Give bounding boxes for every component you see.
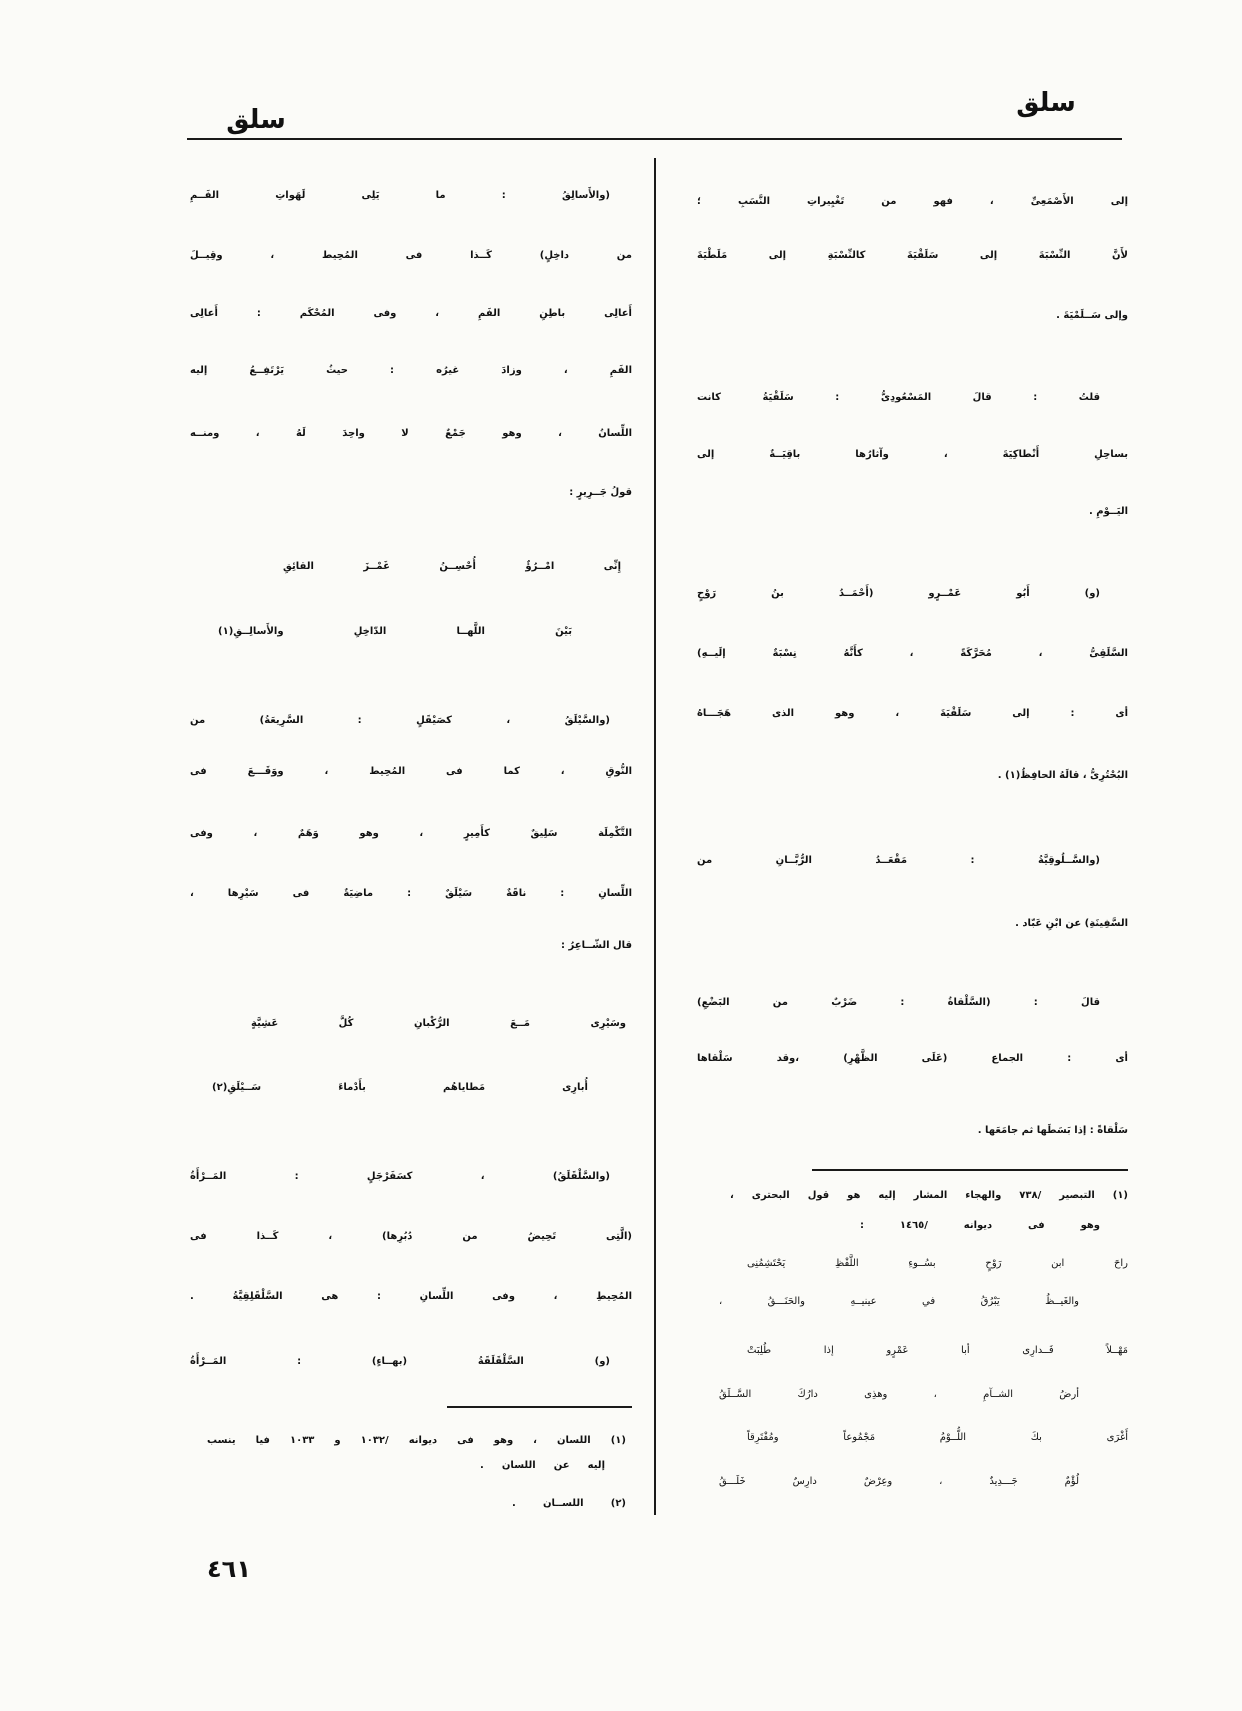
page-header-left: سلق (226, 105, 286, 135)
text-line: أَعالِى باطِنِ الفَمِ ، وفى المُحْكَم : أَعالِى (190, 308, 632, 319)
text-line: (و) السَّلْقَلَقَةُ (بهــاءٍ) : المَــرْأَةُ (190, 1356, 610, 1367)
verse-line: وسَيْرِى مَــعَ الرُّكْبانِ كُلَّ عَشِيَّةٍ (251, 1018, 626, 1029)
footnote-rule (812, 1169, 1128, 1171)
text-line: اليَــوْمِ . (1089, 506, 1128, 517)
text-line: (و) أَبُو عَمْــرٍو (أَحْمَــدُ بنُ رَوْحٍ (697, 588, 1100, 599)
text-line: قلتُ : قالَ المَسْعُودِىُّ : سَلَقْيَةُ كانت (697, 392, 1100, 403)
left-column (190, 0, 632, 1711)
text-line: أى : الجماع (عَلَى الظَّهْرِ) ،وقد سَلْقاها (697, 1053, 1128, 1064)
text-line: اللِّسانِ : ناقَةٌ سَيْلَقٌ : ماضِيَةٌ فى سَيْرِها ، (190, 888, 632, 899)
text-line: (والأَسالِقُ : ما يَلِى لَهَواتِ الفَــمِ (190, 190, 610, 201)
footnote-line: (٢) اللســان . (512, 1498, 626, 1509)
text-line: البُحْتُرِىُّ ، قالَهُ الحافِظُ(١) . (997, 770, 1128, 781)
text-line: سَلْقاةً : إذا بَسَطَها ثم جامَعَها . (977, 1125, 1128, 1136)
verse-line: أُبارِى مَطاياهُم بأَدْماءَ سَــيْلَقِ(٢) (212, 1082, 588, 1093)
text-line: قولُ جَــرِيرٍ : (569, 487, 632, 498)
text-line: لأَنَّ النِّسْبَةَ إلى سَلَقْيَةَ كالنِّسْبَةِ إلى مَلَطْيَةَ (697, 250, 1128, 261)
text-line: إلى الأَصْمَعِىِّ ، فهو من تَغْيِيراتِ النَّسَبِ ؛ (697, 196, 1128, 207)
text-line: السَّفِينَةِ) عن ابْنِ عَبّاد . (1015, 918, 1128, 929)
footnote-line: (١) اللسان ، وهو فى ديوانه /١٠٣٢ و ١٠٣٣ فيا ينسب (207, 1435, 626, 1446)
footnote-line: وهو فى ديوانه /١٤٦٥ : (860, 1220, 1100, 1231)
footnote-verse-line: لُؤْمٌ جَـــدِيدٌ ، وعِرْضٌ دارِسٌ خَلَـــقُ (719, 1476, 1079, 1487)
text-line: التَّكْمِلَة سَلِيقٌ كأَمِيرٍ ، وهو وَهَمٌ ، وفى (190, 828, 632, 839)
page-header-right: سلق (1016, 88, 1076, 118)
footnote-verse-line: أَغْرَى بكَ اللُّــوْمُ مَجْمُوعاً ومُفْتَرِقاً (747, 1432, 1128, 1443)
text-line: (الَّتِى تَحِيضُ من دُبُرِها) ، كَــذا فى (190, 1231, 632, 1242)
footnote-line: إليه عن اللسان . (480, 1460, 605, 1471)
footnote-rule (447, 1406, 632, 1408)
footnote-line: (١) التبصير /٧٣٨ والهجاء المشار إليه هو قول البحترى ، (730, 1190, 1128, 1201)
footnote-verse-line: مَهْــلاً فَــدارِى أبا عَمْرٍو إذا طُلِبَتْ (747, 1345, 1128, 1356)
text-line: قالَ : (السَّلْقاةُ : ضَرْبٌ من البَضْعِ) (697, 997, 1100, 1008)
page-number: ٤٦١ (207, 1555, 251, 1583)
footnote-verse-line: أرضُ الشــآمِ ، وهذِى دارُكَ السَّــلَقُ (719, 1389, 1079, 1400)
column-divider (654, 158, 656, 1515)
verse-line: إِنِّى امْــرُؤٌ أُحْسِــنُ غَمْــزَ القائِقِ (283, 561, 621, 572)
text-line: السَّلَقِىُّ ، مُحَرَّكَةً ، كأَنَّهُ نِسْبَةٌ إلَيــهِ) (697, 648, 1128, 659)
verse-line: بَيْنَ اللَّهــا الدّاخِلِ والأَسالِــقِ(١) (218, 626, 572, 637)
text-line: (والسَّلْقَلَقُ) ، كسَفَرْجَلٍ : المَــرْأَةُ (190, 1171, 610, 1182)
text-line: اللِّسانُ ، وهو جَمْعٌ لا واحِدَ لَهُ ، ومنــه (190, 428, 632, 439)
footnote-verse-line: والغَيــظُ يَبْرُقُ في عينيــهِ والحَنَـــقُ ، (719, 1296, 1079, 1307)
footnote-verse-line: راحَ ابن رَوْحٍ بسُــوءِ اللَّفْظِ يَحْتَشِمُنِى (747, 1258, 1128, 1269)
text-line: الفَمِ ، وزادَ غيرُه : حيثُ يَرْتَفِــعُ إليه (190, 365, 632, 376)
right-column (697, 0, 1128, 1711)
text-line: النُّوقِ ، كما فى المُحِيط ، ووَقَـــعَ فى (190, 766, 632, 777)
text-line: قال الشّــاعِرُ : (561, 940, 632, 951)
text-line: (والسَّيْلَقُ ، كصَيْقَلٍ : السَّرِيعَةُ) من (190, 715, 610, 726)
text-line: من داخِلٍ) كَــذا فى المُحِيط ، وقِيــلَ (190, 250, 632, 261)
text-line: (والسَّــلُوقِيَّةُ : مَقْعَــدُ الرُّبَّــانِ من (697, 855, 1100, 866)
text-line: أى : إلى سَلَقْيَةَ ، وهو الذى هَجَـــاهُ (697, 708, 1128, 719)
text-line: وإلى سَــلَمْيَةَ . (1056, 310, 1128, 321)
text-line: المُحِيطِ ، وفى اللِّسانِ : هى السَّلْقَلِقِيَّةُ . (190, 1291, 632, 1302)
text-line: بساحِلِ أَنْطاكِيَةَ ، وآثارُها باقِيَــةٌ إلى (697, 449, 1128, 460)
